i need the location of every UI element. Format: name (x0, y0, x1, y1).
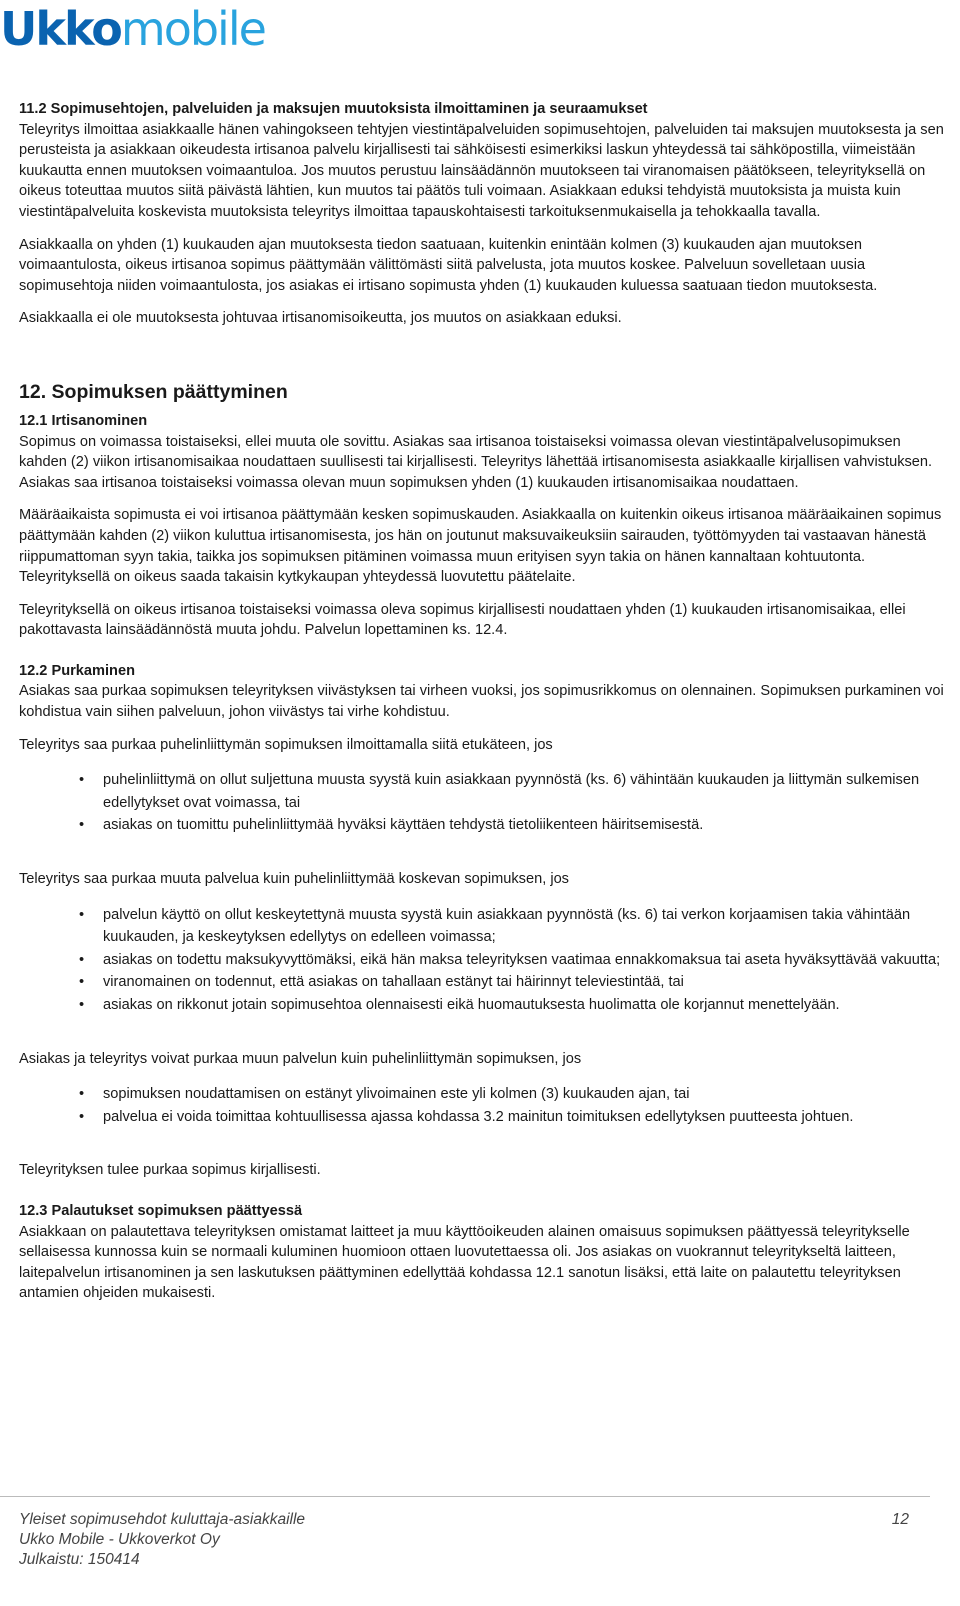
section-11-2-paragraph-2: Asiakkaalla on yhden (1) kuukauden ajan muutoksesta tiedon saatuaan, kuitenkin enintään kolmen (3) kuukauden ajan muutoksen voimaantulosta, oikeus irtisanoa sopimus päättymään välittömästi siitä palvelusta, jota muutos koskee. Palveluun sovelletaan uusia sopimusehtoja niiden voimaantulosta, jos asiakas ei irtisano sopimusta yhden (1) kuukauden kuluessa saatuaan tiedon muutoksesta. (19, 236, 878, 294)
section-12-1-number: 12.1 (19, 412, 48, 429)
section-12-2-paragraph-1: Asiakas saa purkaa sopimuksen teleyrityksen viivästyksen tai virheen vuoksi, jos sopimusrikkomus on olennainen. Sopimuksen purkaminen voi kohdistua vain siihen palveluun, johon viivästys tai virhe kohdistuu. (19, 683, 944, 721)
section-12-1-paragraph-2: Määräaikaista sopimusta ei voi irtisanoa päättymään kesken sopimuskauden. Asiakkaalla on kuitenkin oikeus irtisanoa määräaikainen sopimus päättymään kahden (2) viikon kuluttua irtisanomisesta, jos hän on joutunut maksuvaikeuksiin sairauden, työttömyyden tai vastaavan hänestä riippumattoman syyn takia, taikka jos sopimuksen pitäminen voimassa muun erityisen syyn takia on hänen kannaltaan kohtuutonta. Teleyrityksellä on oikeus saada takaisin kytkykaupan yhteydessä luovutettu päätelaite. (19, 507, 942, 586)
document-body (19, 99, 951, 1304)
section-12-2-list-3 (19, 1083, 951, 1128)
section-12-3-number: 12.3 (19, 1202, 48, 1219)
section-11-2-heading: 11.2 Sopimusehtojen, palveluiden ja maksujen muutoksista ilmoittaminen ja seuraamukset (19, 101, 648, 117)
list-item: • palvelua ei voida toimittaa kohtuullisessa ajassa kohdassa 3.2 mainitun toimituksen edellytyksen puutteesta johtuen. (103, 1106, 951, 1129)
footer-divider (0, 1496, 930, 1497)
footer-document-title: Yleiset sopimusehdot kuluttaja-asiakkaille (19, 1511, 306, 1528)
section-12-2-intro-2: Teleyritys saa purkaa muuta palvelua kuin puhelinliittymää koskevan sopimuksen, jos (19, 871, 569, 888)
section-12-2-closing: Teleyrityksen tulee purkaa sopimus kirjallisesti. (19, 1162, 321, 1179)
section-12-2-list-1 (19, 769, 951, 837)
section-12-2-title: Purkaminen (51, 662, 136, 679)
section-12-2-list-2 (19, 904, 951, 1017)
list-item: • asiakas on todettu maksukyvyttömäksi, eikä hän maksa teleyrityksen vaatimaa ennakkomaksua tai aseta hyväksyttävää vakuutta; (103, 949, 951, 972)
section-12-1-paragraph-1: Sopimus on voimassa toistaiseksi, ellei muuta ole sovittu. Asiakas saa irtisanoa toistaiseksi voimassa olevan viestintäpalvelusopimuksen kahden (2) viikon irtisanomisaikaa noudattaen suullisesti tai kirjallisesti. Teleyritys lähettää irtisanomisesta asiakkaalle kirjallisen vahvistuksen. Asiakas saa irtisanoa toistaiseksi voimassa olevan muun sopimuksen yhden (1) kuukauden irtisanomisaikaa noudattaen. (19, 433, 933, 491)
section-12-3-paragraph-1: Asiakkaan on palautettava teleyrityksen omistamat laitteet ja muu käyttöoikeuden alainen omaisuus sopimuksen päättyessä teleyritykselle sellaisessa kunnossa kuin se normaali kuluminen huomioon ottaen luovutettaessa oli. Jos asiakas on vuokrannut teleyritykseltä laitteen, laitepalvelun irtisanominen ja sen laskutuksen päättyminen edellyttää kohdassa 12.1 sanotun lisäksi, että laite on palautettu teleyrityksen antamien ohjeiden mukaisesti. (19, 1223, 910, 1302)
logo-part-ukko: Ukko (0, 2, 121, 56)
list-item: • viranomainen on todennut, että asiakas on tahallaan estänyt tai häirinnyt televiestintää, tai (103, 971, 951, 994)
section-11-2-paragraph-1: Teleyritys ilmoittaa asiakkaalle hänen vahingokseen tehtyjen viestintäpalveluiden sopimusehtojen, palveluiden tai maksujen muutoksesta ja sen perusteista ja asiakkaan oikeudesta irtisanoa palvelu kirjallisesti tai sähköisesti esimerkiksi laskun yhteydessä tai sähköpostilla, viimeistään kuukautta ennen muutoksen voimaantuloa. Jos muutos perustuu lainsäädännön muutokseen tai viranomaisen päätökseen, teleyrityksellä on oikeus toteuttaa muutos siitä päivästä lähtien, kun muutos tai päätös tuli voimaan. Asiakkaan eduksi tehdyistä muutoksista ja muista kuin viestintäpalveluita koskevista muutoksista teleyritys ilmoittaa tapauskohtaisesti tarkoituksenmukaisella ja tehokkaalla tavalla. (19, 121, 944, 220)
ukko-mobile-logo (0, 2, 265, 56)
page-number: 12 (891, 1511, 909, 1528)
section-12-2-heading (19, 661, 951, 682)
list-item: • asiakas on tuomittu puhelinliittymää hyväksi käyttäen tehdystä tietoliikenteen häiritsemisestä. (103, 814, 951, 837)
footer-published: Julkaistu: 150414 (19, 1551, 140, 1568)
page-footer (19, 1510, 909, 1570)
section-12-3-title: Palautukset sopimuksen päättyessä (51, 1202, 303, 1219)
logo-part-mobile: mobile (120, 2, 265, 56)
section-12-3-heading (19, 1201, 951, 1222)
section-12-1-heading (19, 411, 951, 432)
section-12-1-title: Irtisanominen (51, 412, 148, 429)
section-12-2-intro-3: Asiakas ja teleyritys voivat purkaa muun palvelun kuin puhelinliittymän sopimuksen, jos (19, 1050, 582, 1067)
footer-company: Ukko Mobile - Ukkoverkot Oy (19, 1531, 220, 1548)
section-12-2-number: 12.2 (19, 662, 48, 679)
section-12-2-intro-1: Teleyritys saa purkaa puhelinliittymän sopimuksen ilmoittamalla siitä etukäteen, jos (19, 736, 553, 753)
list-item: • puhelinliittymä on ollut suljettuna muusta syystä kuin asiakkaan pyynnöstä (ks. 6) vähintään kuukauden ja liittymän sulkemisen edellytykset ovat voimassa, tai (103, 769, 951, 814)
list-item: • sopimuksen noudattamisen on estänyt ylivoimainen este yli kolmen (3) kuukauden ajan, tai (103, 1083, 951, 1106)
list-item: • asiakas on rikkonut jotain sopimusehtoa olennaisesti eikä huomautuksesta huolimatta ole korjannut menettelyään. (103, 994, 951, 1017)
section-11-2-paragraph-3: Asiakkaalla ei ole muutoksesta johtuvaa irtisanomisoikeutta, jos muutos on asiakkaan eduksi. (19, 310, 622, 327)
list-item: • palvelun käyttö on ollut keskeytettynä muusta syystä kuin asiakkaan pyynnöstä (ks. 6) tai verkon korjaamisen takia vähintään kuukauden, ja keskeytyksen edellytys on edelleen voimassa; (103, 904, 951, 949)
section-12-heading: 12. Sopimuksen päättyminen (19, 380, 288, 403)
section-12-1-paragraph-3: Teleyrityksellä on oikeus irtisanoa toistaiseksi voimassa oleva sopimus kirjallisesti noudattaen yhden (1) kuukauden irtisanomisaikaa, ellei pakottavasta lainsäädännöstä muuta johdu. Palvelun lopettaminen ks. 12.4. (19, 601, 906, 639)
